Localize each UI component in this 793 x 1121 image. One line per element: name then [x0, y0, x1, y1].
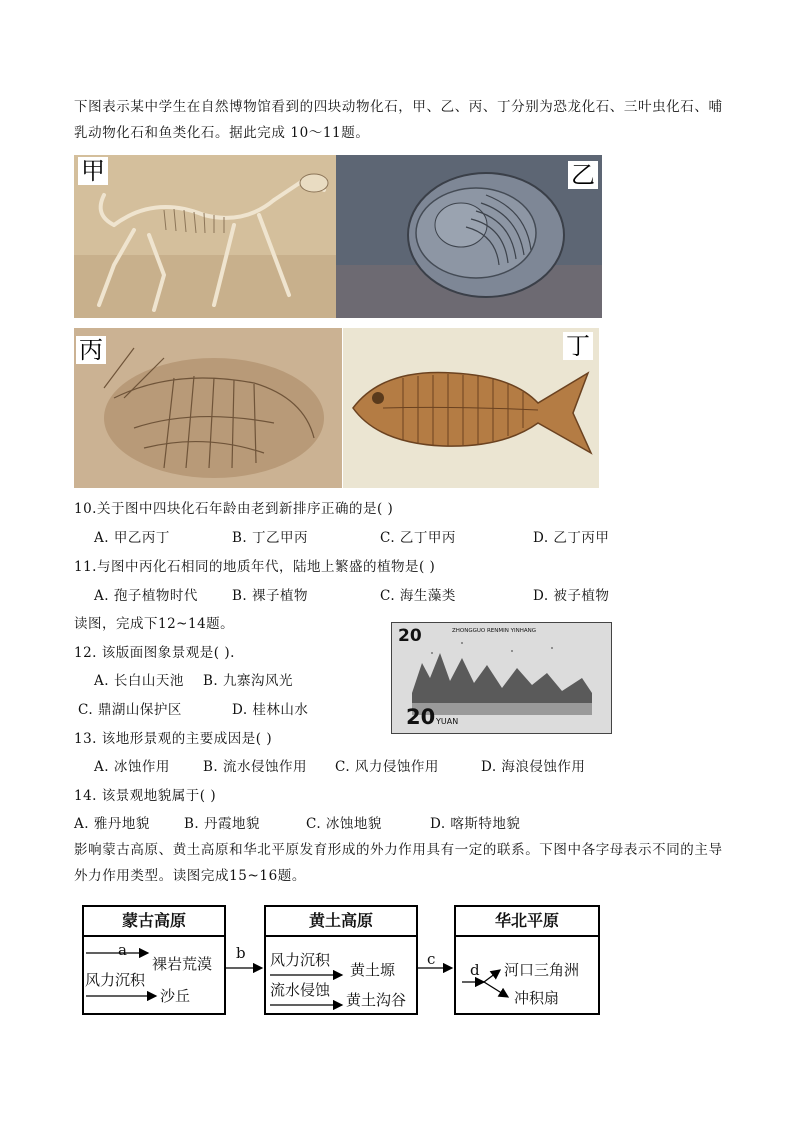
- label-c: c: [427, 950, 436, 968]
- q12-option-b: B. 九寨沟风光: [203, 673, 294, 689]
- box-loess-plateau: [264, 905, 418, 1015]
- label-b: b: [236, 944, 246, 962]
- output-loess-gully: 黄土沟谷: [346, 991, 407, 1009]
- box-title-loess-plateau: 黄土高原: [266, 907, 416, 937]
- box-title-north-china-plain: 华北平原: [456, 907, 598, 937]
- force-wind-deposition-1: 风力沉积: [85, 971, 146, 989]
- force-wind-deposition-2: 风力沉积: [270, 951, 331, 969]
- q11-stem: 11.与图中丙化石相同的地质年代，陆地上繁盛的植物是( ): [74, 559, 436, 575]
- q14-option-c: C. 冰蚀地貌: [306, 816, 382, 832]
- q12-option-a: A. 长白山天池: [94, 673, 184, 689]
- fossil-jia-image: [74, 155, 336, 318]
- q11-option-b: B. 裸子植物: [232, 588, 309, 604]
- intro-paragraph: 下图表示某中学生在自然博物馆看到的四块动物化石，甲、乙、丙、丁分别为恐龙化石、三叶虫化石、哺乳动物化石和鱼类化石。据此完成 10～11题。: [74, 99, 723, 141]
- output-bare-rock-desert: 裸岩荒漠: [152, 955, 213, 973]
- fossil-label-yi: 乙: [568, 161, 598, 189]
- fossil-bing-image: [74, 328, 342, 488]
- q11-option-d: D. 被子植物: [533, 588, 610, 604]
- output-river-delta: 河口三角洲: [504, 961, 580, 979]
- output-alluvial-fan: 冲积扇: [514, 989, 560, 1007]
- q14-option-b: B. 丹霞地貌: [184, 816, 261, 832]
- label-d: d: [470, 961, 480, 979]
- force-water-erosion: 流水侵蚀: [270, 981, 331, 999]
- label-a: a: [118, 941, 127, 959]
- q13-option-b: B. 流水侵蚀作用: [203, 759, 308, 775]
- fossil-label-jia: 甲: [78, 157, 108, 185]
- q13-option-a: A. 冰蚀作用: [94, 759, 170, 775]
- box-mongolian-plateau: [82, 905, 226, 1015]
- fossil-label-bing: 丙: [76, 336, 106, 364]
- fossil-yi-image: [336, 155, 602, 318]
- q10-option-d: D. 乙丁丙甲: [533, 530, 610, 546]
- q13-option-c: C. 风力侵蚀作用: [335, 759, 439, 775]
- banknote-bank-name: ZHONGGUO RENMIN YINHANG: [452, 628, 536, 634]
- box-title-mongolian-plateau: 蒙古高原: [84, 907, 224, 937]
- banknote-denom-top: 20: [398, 626, 422, 646]
- box-north-china-plain: [454, 905, 600, 1015]
- fossil-label-ding: 丁: [563, 332, 593, 360]
- output-sand-dune: 沙丘: [160, 987, 191, 1005]
- q13-option-d: D. 海浪侵蚀作用: [481, 759, 586, 775]
- q12-stem: 12. 该版面图象景观是( ).: [74, 645, 235, 661]
- q10-option-b: B. 丁乙甲丙: [232, 530, 309, 546]
- q14-option-d: D. 喀斯特地貌: [430, 816, 521, 832]
- q10-stem: 10.关于图中四块化石年龄由老到新排序正确的是( ): [74, 501, 394, 517]
- q11-option-c: C. 海生藻类: [380, 588, 456, 604]
- q12-option-c: C. 鼎湖山保护区: [78, 702, 182, 718]
- banknote-image: [391, 622, 612, 734]
- read-prompt: 读图，完成下12~14题。: [74, 616, 235, 632]
- q14-option-a: A. 雅丹地貌: [74, 816, 150, 832]
- q13-stem: 13. 该地形景观的主要成因是( ): [74, 731, 273, 747]
- banknote-yuan: YUAN: [436, 717, 459, 726]
- q12-option-d: D. 桂林山水: [232, 702, 309, 718]
- q11-option-a: A. 孢子植物时代: [94, 588, 198, 604]
- intro2-paragraph: 影响蒙古高原、黄土高原和华北平原发育形成的外力作用具有一定的联系。下图中各字母表示不同的主导外力作用类型。读图完成15~16题。: [74, 842, 723, 884]
- q10-option-c: C. 乙丁甲丙: [380, 530, 456, 546]
- q14-stem: 14. 该景观地貌属于( ): [74, 788, 217, 804]
- fossil-ding-image: [343, 328, 599, 488]
- q10-option-a: A. 甲乙丙丁: [94, 530, 170, 546]
- output-loess-tableland: 黄土塬: [350, 961, 396, 979]
- banknote-denom-bottom: 20: [406, 705, 436, 729]
